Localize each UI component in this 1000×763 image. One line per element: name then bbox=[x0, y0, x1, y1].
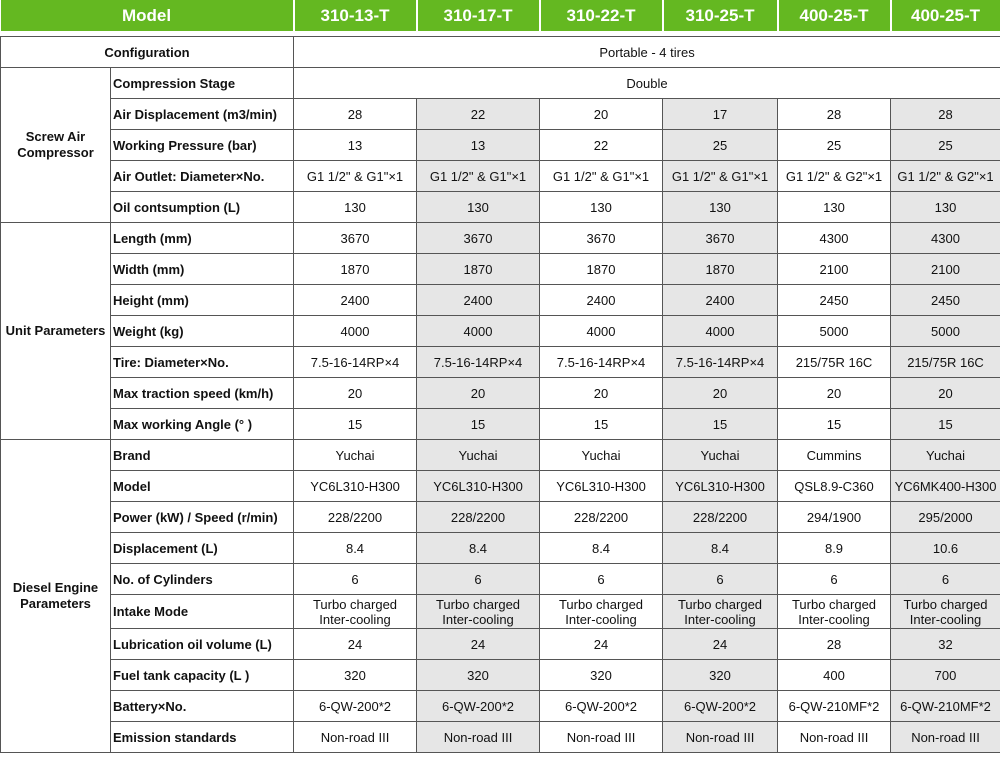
model-header-cell: 400-25-T bbox=[778, 0, 891, 31]
row-label: Max working Angle (° ) bbox=[111, 409, 294, 440]
table-row bbox=[1, 691, 1000, 722]
value-cell: G1 1/2" & G1"×1 bbox=[540, 161, 663, 192]
value-cell: 294/1900 bbox=[778, 502, 891, 533]
value-cell: 320 bbox=[663, 660, 778, 691]
value-cell: 20 bbox=[417, 378, 540, 409]
value-cell: 24 bbox=[663, 629, 778, 660]
row-label: Tire: Diameter×No. bbox=[111, 347, 294, 378]
table-row bbox=[1, 629, 1000, 660]
value-cell: 130 bbox=[778, 192, 891, 223]
value-cell: 1870 bbox=[294, 254, 417, 285]
row-label: Model bbox=[111, 471, 294, 502]
value-cell: 3670 bbox=[294, 223, 417, 254]
value-cell: 5000 bbox=[891, 316, 1000, 347]
value-cell: YC6MK400-H300 bbox=[891, 471, 1000, 502]
value-cell: 215/75R 16C bbox=[778, 347, 891, 378]
value-cell: 2400 bbox=[417, 285, 540, 316]
value-cell: 7.5-16-14RP×4 bbox=[294, 347, 417, 378]
value-cell: 228/2200 bbox=[540, 502, 663, 533]
table-row bbox=[1, 722, 1000, 753]
value-cell: G1 1/2" & G2"×1 bbox=[778, 161, 891, 192]
value-cell: 130 bbox=[891, 192, 1000, 223]
row-label: Weight (kg) bbox=[111, 316, 294, 347]
value-cell: 15 bbox=[778, 409, 891, 440]
value-cell: 13 bbox=[417, 130, 540, 161]
value-cell: 6-QW-200*2 bbox=[417, 691, 540, 722]
value-cell: 20 bbox=[540, 378, 663, 409]
value-cell: 4000 bbox=[663, 316, 778, 347]
row-label: Air Outlet: Diameter×No. bbox=[111, 161, 294, 192]
value-cell: 10.6 bbox=[891, 533, 1000, 564]
value-cell: Yuchai bbox=[891, 440, 1000, 471]
value-cell: 400 bbox=[778, 660, 891, 691]
value-cell: 1870 bbox=[540, 254, 663, 285]
value-cell: Yuchai bbox=[540, 440, 663, 471]
value-cell: 15 bbox=[891, 409, 1000, 440]
value-cell: 3670 bbox=[417, 223, 540, 254]
table-row bbox=[1, 254, 1000, 285]
value-cell: 2450 bbox=[778, 285, 891, 316]
value-cell: Turbo charged Inter-cooling bbox=[540, 595, 663, 629]
value-cell: 228/2200 bbox=[417, 502, 540, 533]
value-cell: G1 1/2" & G1"×1 bbox=[294, 161, 417, 192]
value-cell: 28 bbox=[891, 99, 1000, 130]
table-row bbox=[1, 502, 1000, 533]
row-label: Oil contsumption (L) bbox=[111, 192, 294, 223]
value-cell: 8.4 bbox=[294, 533, 417, 564]
value-cell: 320 bbox=[540, 660, 663, 691]
table-row bbox=[1, 99, 1000, 130]
value-cell: 28 bbox=[778, 99, 891, 130]
value-cell: 1870 bbox=[663, 254, 778, 285]
value-cell: 2400 bbox=[540, 285, 663, 316]
value-cell: Non-road III bbox=[891, 722, 1000, 753]
value-cell: 3670 bbox=[663, 223, 778, 254]
row-label: Height (mm) bbox=[111, 285, 294, 316]
value-cell: 20 bbox=[294, 378, 417, 409]
model-header-cell: 310-13-T bbox=[294, 0, 417, 31]
value-cell: YC6L310-H300 bbox=[663, 471, 778, 502]
value-cell: G1 1/2" & G2"×1 bbox=[891, 161, 1000, 192]
table-row bbox=[1, 409, 1000, 440]
value-cell: 3670 bbox=[540, 223, 663, 254]
group-label: Diesel Engine Parameters bbox=[1, 440, 111, 753]
value-cell: 320 bbox=[417, 660, 540, 691]
value-cell: 7.5-16-14RP×4 bbox=[417, 347, 540, 378]
value-cell: 6-QW-210MF*2 bbox=[778, 691, 891, 722]
value-cell: 6 bbox=[778, 564, 891, 595]
table-row bbox=[1, 440, 1000, 471]
value-cell: YC6L310-H300 bbox=[294, 471, 417, 502]
value-cell: 20 bbox=[540, 99, 663, 130]
value-cell: 32 bbox=[891, 629, 1000, 660]
value-cell: Cummins bbox=[778, 440, 891, 471]
value-cell: 295/2000 bbox=[891, 502, 1000, 533]
value-cell: Non-road III bbox=[417, 722, 540, 753]
table-row bbox=[1, 660, 1000, 691]
value-cell: 20 bbox=[778, 378, 891, 409]
value-cell: 2400 bbox=[663, 285, 778, 316]
value-cell: 25 bbox=[778, 130, 891, 161]
row-label: Brand bbox=[111, 440, 294, 471]
value-cell: Turbo charged Inter-cooling bbox=[891, 595, 1000, 629]
table-row bbox=[1, 564, 1000, 595]
model-header-cell: 400-25-T bbox=[891, 0, 1000, 31]
spanned-value-cell: Double bbox=[294, 68, 1000, 99]
row-label: No. of Cylinders bbox=[111, 564, 294, 595]
value-cell: 2450 bbox=[891, 285, 1000, 316]
row-label: Intake Mode bbox=[111, 595, 294, 629]
table-row bbox=[1, 223, 1000, 254]
value-cell: 8.9 bbox=[778, 533, 891, 564]
row-label: Working Pressure (bar) bbox=[111, 130, 294, 161]
row-label: Emission standards bbox=[111, 722, 294, 753]
value-cell: 6 bbox=[663, 564, 778, 595]
row-label: Air Displacement (m3/min) bbox=[111, 99, 294, 130]
configuration-label: Configuration bbox=[1, 37, 294, 68]
value-cell: 4000 bbox=[294, 316, 417, 347]
group-label: Unit Parameters bbox=[1, 223, 111, 440]
value-cell: 24 bbox=[294, 629, 417, 660]
value-cell: 15 bbox=[540, 409, 663, 440]
row-label: Max traction speed (km/h) bbox=[111, 378, 294, 409]
value-cell: 8.4 bbox=[417, 533, 540, 564]
value-cell: 28 bbox=[778, 629, 891, 660]
value-cell: Turbo charged Inter-cooling bbox=[417, 595, 540, 629]
value-cell: YC6L310-H300 bbox=[417, 471, 540, 502]
table-row bbox=[1, 471, 1000, 502]
value-cell: Yuchai bbox=[417, 440, 540, 471]
value-cell: 24 bbox=[417, 629, 540, 660]
value-cell: G1 1/2" & G1"×1 bbox=[417, 161, 540, 192]
header-row bbox=[1, 0, 1000, 31]
table-row bbox=[1, 285, 1000, 316]
table-row bbox=[1, 595, 1000, 629]
row-label: Displacement (L) bbox=[111, 533, 294, 564]
value-cell: Yuchai bbox=[294, 440, 417, 471]
value-cell: G1 1/2" & G1"×1 bbox=[663, 161, 778, 192]
value-cell: 228/2200 bbox=[663, 502, 778, 533]
configuration-row bbox=[1, 37, 1000, 68]
value-cell: 130 bbox=[417, 192, 540, 223]
row-label: Length (mm) bbox=[111, 223, 294, 254]
value-cell: 6 bbox=[294, 564, 417, 595]
value-cell: 15 bbox=[663, 409, 778, 440]
group-label: Screw Air Compressor bbox=[1, 68, 111, 223]
value-cell: Non-road III bbox=[294, 722, 417, 753]
value-cell: 8.4 bbox=[540, 533, 663, 564]
value-cell: Non-road III bbox=[778, 722, 891, 753]
value-cell: 17 bbox=[663, 99, 778, 130]
value-cell: 22 bbox=[540, 130, 663, 161]
value-cell: 13 bbox=[294, 130, 417, 161]
row-label: Fuel tank capacity (L ) bbox=[111, 660, 294, 691]
value-cell: 25 bbox=[891, 130, 1000, 161]
value-cell: 4000 bbox=[540, 316, 663, 347]
model-header-cell: 310-17-T bbox=[417, 0, 540, 31]
model-header: Model bbox=[1, 0, 294, 31]
value-cell: 7.5-16-14RP×4 bbox=[663, 347, 778, 378]
value-cell: 130 bbox=[663, 192, 778, 223]
value-cell: 6-QW-200*2 bbox=[663, 691, 778, 722]
value-cell: 20 bbox=[891, 378, 1000, 409]
value-cell: 6-QW-200*2 bbox=[294, 691, 417, 722]
value-cell: 7.5-16-14RP×4 bbox=[540, 347, 663, 378]
value-cell: QSL8.9-C360 bbox=[778, 471, 891, 502]
value-cell: 6 bbox=[540, 564, 663, 595]
configuration-value: Portable - 4 tires bbox=[294, 37, 1000, 68]
table-row bbox=[1, 347, 1000, 378]
value-cell: 6 bbox=[891, 564, 1000, 595]
value-cell: 5000 bbox=[778, 316, 891, 347]
value-cell: 20 bbox=[663, 378, 778, 409]
table-row bbox=[1, 378, 1000, 409]
value-cell: 2400 bbox=[294, 285, 417, 316]
value-cell: 28 bbox=[294, 99, 417, 130]
table-row bbox=[1, 68, 1000, 99]
value-cell: 700 bbox=[891, 660, 1000, 691]
model-header-cell: 310-22-T bbox=[540, 0, 663, 31]
value-cell: 130 bbox=[540, 192, 663, 223]
value-cell: Turbo charged Inter-cooling bbox=[663, 595, 778, 629]
value-cell: YC6L310-H300 bbox=[540, 471, 663, 502]
table-row bbox=[1, 192, 1000, 223]
value-cell: 228/2200 bbox=[294, 502, 417, 533]
model-header-cell: 310-25-T bbox=[663, 0, 778, 31]
row-label: Battery×No. bbox=[111, 691, 294, 722]
value-cell: 2100 bbox=[891, 254, 1000, 285]
value-cell: Turbo charged Inter-cooling bbox=[294, 595, 417, 629]
value-cell: 320 bbox=[294, 660, 417, 691]
table-row bbox=[1, 533, 1000, 564]
value-cell: 215/75R 16C bbox=[891, 347, 1000, 378]
table-row bbox=[1, 316, 1000, 347]
row-label: Width (mm) bbox=[111, 254, 294, 285]
value-cell: Yuchai bbox=[663, 440, 778, 471]
table-row bbox=[1, 130, 1000, 161]
value-cell: Non-road III bbox=[540, 722, 663, 753]
value-cell: 4300 bbox=[891, 223, 1000, 254]
value-cell: 25 bbox=[663, 130, 778, 161]
row-label: Lubrication oil volume (L) bbox=[111, 629, 294, 660]
value-cell: 130 bbox=[294, 192, 417, 223]
value-cell: 2100 bbox=[778, 254, 891, 285]
value-cell: 24 bbox=[540, 629, 663, 660]
value-cell: 4300 bbox=[778, 223, 891, 254]
value-cell: 8.4 bbox=[663, 533, 778, 564]
value-cell: 1870 bbox=[417, 254, 540, 285]
value-cell: 6-QW-210MF*2 bbox=[891, 691, 1000, 722]
value-cell: 6 bbox=[417, 564, 540, 595]
value-cell: 6-QW-200*2 bbox=[540, 691, 663, 722]
value-cell: Non-road III bbox=[663, 722, 778, 753]
value-cell: 15 bbox=[417, 409, 540, 440]
value-cell: 15 bbox=[294, 409, 417, 440]
row-label: Power (kW) / Speed (r/min) bbox=[111, 502, 294, 533]
row-label: Compression Stage bbox=[111, 68, 294, 99]
value-cell: 22 bbox=[417, 99, 540, 130]
value-cell: 4000 bbox=[417, 316, 540, 347]
table-row bbox=[1, 161, 1000, 192]
value-cell: Turbo charged Inter-cooling bbox=[778, 595, 891, 629]
